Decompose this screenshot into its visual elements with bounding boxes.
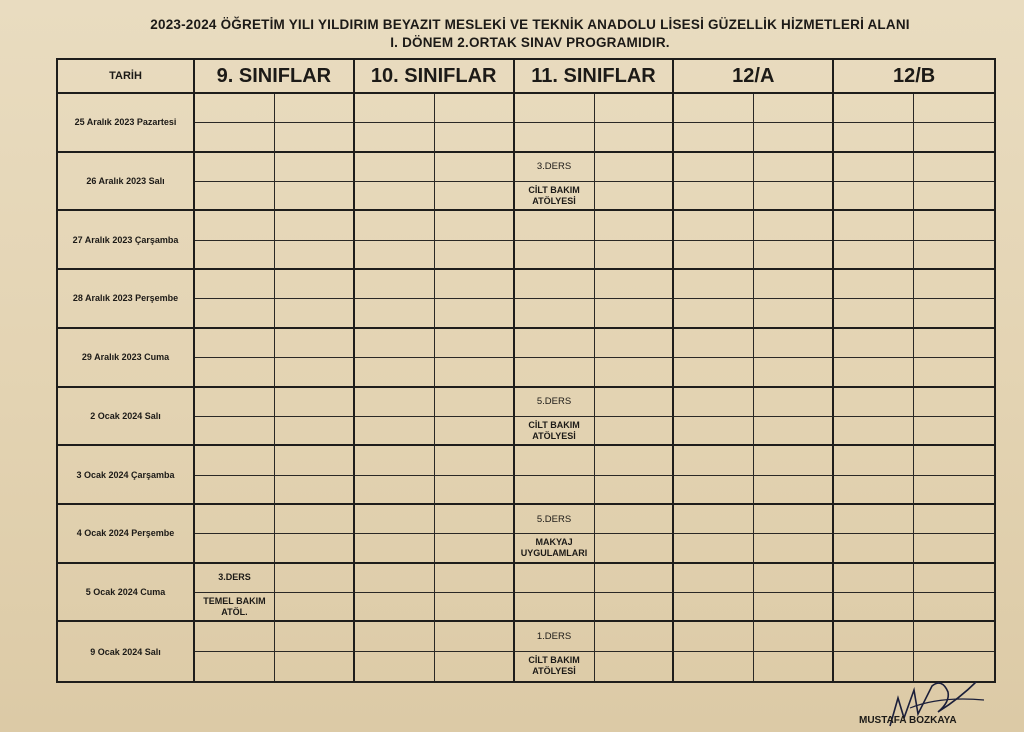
schedule-cell bbox=[834, 476, 914, 505]
schedule-cell bbox=[754, 299, 834, 328]
schedule-cell bbox=[435, 241, 515, 270]
day-date-label: 28 Aralık 2023 Perşembe bbox=[58, 270, 195, 329]
schedule-cell bbox=[355, 241, 435, 270]
exam-subject-label: MAKYAJ UYGULAMLARI bbox=[520, 536, 588, 558]
schedule-cell bbox=[595, 476, 675, 505]
schedule-cell bbox=[515, 211, 595, 240]
schedule-cell bbox=[914, 299, 994, 328]
schedule-cell bbox=[195, 622, 275, 651]
schedule-cell bbox=[595, 182, 675, 211]
schedule-cell bbox=[515, 182, 595, 211]
schedule-cell bbox=[195, 94, 275, 123]
schedule-cell bbox=[595, 446, 675, 475]
schedule-cell bbox=[914, 94, 994, 123]
schedule-cell bbox=[515, 329, 595, 358]
schedule-cell bbox=[674, 417, 754, 446]
schedule-cell bbox=[515, 153, 595, 182]
schedule-cell bbox=[674, 388, 754, 417]
schedule-cell bbox=[674, 476, 754, 505]
schedule-cell bbox=[515, 270, 595, 299]
schedule-cell bbox=[595, 94, 675, 123]
schedule-cell bbox=[754, 652, 834, 681]
schedule-cell bbox=[754, 446, 834, 475]
schedule-cell bbox=[515, 476, 595, 505]
schedule-cell bbox=[754, 564, 834, 593]
schedule-cell bbox=[195, 505, 275, 534]
schedule-cell bbox=[435, 211, 515, 240]
day-date-label: 5 Ocak 2024 Cuma bbox=[58, 564, 195, 623]
schedule-cell bbox=[435, 417, 515, 446]
schedule-cell bbox=[195, 652, 275, 681]
schedule-cell bbox=[914, 329, 994, 358]
schedule-cell bbox=[914, 358, 994, 387]
schedule-cell bbox=[674, 270, 754, 299]
schedule-cell bbox=[595, 123, 675, 152]
lesson-period-label: 3.DERS bbox=[536, 161, 572, 173]
lesson-period-label: 5.DERS bbox=[536, 396, 572, 408]
schedule-cell bbox=[595, 652, 675, 681]
schedule-cell bbox=[914, 564, 994, 593]
schedule-cell bbox=[355, 358, 435, 387]
schedule-cell bbox=[834, 622, 914, 651]
schedule-cell bbox=[435, 652, 515, 681]
schedule-cell bbox=[195, 211, 275, 240]
schedule-cell bbox=[674, 622, 754, 651]
schedule-cell bbox=[435, 299, 515, 328]
schedule-cell bbox=[435, 476, 515, 505]
lesson-period-label: 5.DERS bbox=[536, 513, 572, 525]
schedule-cell bbox=[275, 94, 355, 123]
schedule-cell bbox=[435, 534, 515, 563]
schedule-cell bbox=[595, 388, 675, 417]
schedule-cell bbox=[754, 534, 834, 563]
schedule-cell bbox=[834, 446, 914, 475]
schedule-cell bbox=[275, 476, 355, 505]
schedule-cell bbox=[834, 270, 914, 299]
schedule-cell bbox=[595, 153, 675, 182]
schedule-cell bbox=[195, 182, 275, 211]
day-date-label: 9 Ocak 2024 Salı bbox=[58, 622, 195, 681]
schedule-cell bbox=[355, 446, 435, 475]
column-header-5: 12/B bbox=[834, 60, 994, 94]
schedule-cell bbox=[595, 358, 675, 387]
schedule-cell bbox=[195, 476, 275, 505]
schedule-cell bbox=[275, 153, 355, 182]
schedule-cell bbox=[834, 564, 914, 593]
schedule-cell bbox=[595, 211, 675, 240]
schedule-cell bbox=[754, 241, 834, 270]
schedule-cell bbox=[355, 564, 435, 593]
schedule-cell bbox=[195, 388, 275, 417]
schedule-cell bbox=[195, 153, 275, 182]
schedule-cell bbox=[275, 622, 355, 651]
schedule-cell bbox=[195, 593, 275, 622]
schedule-cell bbox=[674, 211, 754, 240]
schedule-cell bbox=[674, 153, 754, 182]
schedule-cell bbox=[355, 182, 435, 211]
schedule-cell bbox=[355, 153, 435, 182]
schedule-cell bbox=[435, 446, 515, 475]
schedule-cell bbox=[275, 182, 355, 211]
day-date-label: 29 Aralık 2023 Cuma bbox=[58, 329, 195, 388]
schedule-cell bbox=[275, 534, 355, 563]
exam-schedule-table bbox=[56, 58, 996, 683]
schedule-cell bbox=[674, 505, 754, 534]
lesson-period-label: 1.DERS bbox=[536, 630, 572, 642]
schedule-cell bbox=[595, 241, 675, 270]
schedule-cell bbox=[754, 505, 834, 534]
schedule-cell bbox=[515, 388, 595, 417]
schedule-cell bbox=[834, 123, 914, 152]
exam-subject-label: CİLT BAKIM ATÖLYESİ bbox=[528, 655, 580, 677]
schedule-cell bbox=[754, 329, 834, 358]
schedule-cell bbox=[435, 329, 515, 358]
day-date-label: 25 Aralık 2023 Pazartesi bbox=[58, 94, 195, 153]
schedule-cell bbox=[914, 211, 994, 240]
schedule-cell bbox=[595, 534, 675, 563]
schedule-cell bbox=[355, 94, 435, 123]
schedule-cell bbox=[595, 505, 675, 534]
schedule-cell bbox=[754, 123, 834, 152]
column-header-2: 10. SINIFLAR bbox=[355, 60, 515, 94]
schedule-cell bbox=[515, 534, 595, 563]
schedule-cell bbox=[435, 94, 515, 123]
schedule-cell bbox=[834, 182, 914, 211]
schedule-cell bbox=[914, 446, 994, 475]
schedule-cell bbox=[754, 153, 834, 182]
schedule-cell bbox=[515, 652, 595, 681]
schedule-cell bbox=[834, 94, 914, 123]
document-title: 2023-2024 ÖĞRETİM YILI YILDIRIM BEYAZIT MESLEKİ VE TEKNİK ANADOLU LİSESİ GÜZELLİK HİZMETLERİ ALANI bbox=[150, 17, 910, 32]
schedule-cell bbox=[914, 593, 994, 622]
schedule-cell bbox=[914, 476, 994, 505]
schedule-cell bbox=[355, 534, 435, 563]
exam-subject-label: 3.DERS bbox=[218, 572, 251, 583]
schedule-cell bbox=[435, 153, 515, 182]
schedule-cell bbox=[515, 299, 595, 328]
schedule-cell bbox=[435, 182, 515, 211]
schedule-cell bbox=[195, 123, 275, 152]
schedule-cell bbox=[355, 417, 435, 446]
schedule-cell bbox=[195, 241, 275, 270]
schedule-cell bbox=[674, 329, 754, 358]
schedule-cell bbox=[834, 153, 914, 182]
schedule-cell bbox=[914, 622, 994, 651]
schedule-cell bbox=[754, 211, 834, 240]
schedule-cell bbox=[355, 593, 435, 622]
schedule-cell bbox=[914, 505, 994, 534]
schedule-cell bbox=[435, 123, 515, 152]
day-date-label: 4 Ocak 2024 Perşembe bbox=[58, 505, 195, 564]
schedule-cell bbox=[275, 299, 355, 328]
schedule-cell bbox=[355, 329, 435, 358]
schedule-cell bbox=[515, 94, 595, 123]
schedule-cell bbox=[195, 270, 275, 299]
schedule-cell bbox=[355, 652, 435, 681]
schedule-cell bbox=[435, 564, 515, 593]
schedule-cell bbox=[834, 329, 914, 358]
schedule-cell bbox=[275, 505, 355, 534]
schedule-cell bbox=[595, 622, 675, 651]
schedule-cell bbox=[435, 505, 515, 534]
schedule-cell bbox=[435, 388, 515, 417]
schedule-cell bbox=[275, 388, 355, 417]
schedule-cell bbox=[275, 211, 355, 240]
schedule-cell bbox=[515, 358, 595, 387]
schedule-cell bbox=[195, 417, 275, 446]
schedule-cell bbox=[754, 476, 834, 505]
schedule-cell bbox=[834, 211, 914, 240]
schedule-cell bbox=[275, 417, 355, 446]
schedule-cell bbox=[435, 270, 515, 299]
schedule-cell bbox=[674, 123, 754, 152]
schedule-cell bbox=[275, 358, 355, 387]
schedule-cell bbox=[355, 388, 435, 417]
schedule-cell bbox=[515, 123, 595, 152]
schedule-cell bbox=[914, 417, 994, 446]
schedule-cell bbox=[435, 358, 515, 387]
schedule-cell bbox=[674, 182, 754, 211]
exam-subject-label: TEMEL BAKIM ATÖL. bbox=[203, 595, 266, 617]
column-header-tarih: TARİH bbox=[58, 60, 195, 94]
schedule-cell bbox=[834, 534, 914, 563]
schedule-cell bbox=[595, 329, 675, 358]
exam-subject-label: CİLT BAKIM ATÖLYESİ bbox=[528, 419, 580, 441]
schedule-cell bbox=[195, 564, 275, 593]
schedule-cell bbox=[674, 358, 754, 387]
document-subtitle: I. DÖNEM 2.ORTAK SINAV PROGRAMIDIR. bbox=[390, 35, 670, 50]
schedule-cell bbox=[275, 652, 355, 681]
day-date-label: 26 Aralık 2023 Salı bbox=[58, 153, 195, 212]
column-header-3: 11. SINIFLAR bbox=[515, 60, 675, 94]
schedule-cell bbox=[515, 564, 595, 593]
day-date-label: 3 Ocak 2024 Çarşamba bbox=[58, 446, 195, 505]
schedule-cell bbox=[834, 505, 914, 534]
schedule-cell bbox=[834, 417, 914, 446]
column-header-1: 9. SINIFLAR bbox=[195, 60, 355, 94]
schedule-cell bbox=[595, 299, 675, 328]
schedule-cell bbox=[754, 388, 834, 417]
schedule-cell bbox=[914, 388, 994, 417]
schedule-cell bbox=[914, 123, 994, 152]
schedule-cell bbox=[275, 241, 355, 270]
schedule-cell bbox=[275, 329, 355, 358]
schedule-cell bbox=[754, 417, 834, 446]
day-date-label: 27 Aralık 2023 Çarşamba bbox=[58, 211, 195, 270]
schedule-cell bbox=[435, 593, 515, 622]
schedule-cell bbox=[195, 329, 275, 358]
schedule-cell bbox=[515, 417, 595, 446]
schedule-cell bbox=[834, 358, 914, 387]
schedule-cell bbox=[914, 534, 994, 563]
schedule-cell bbox=[674, 94, 754, 123]
schedule-cell bbox=[674, 446, 754, 475]
schedule-cell bbox=[914, 153, 994, 182]
schedule-cell bbox=[275, 446, 355, 475]
schedule-cell bbox=[275, 593, 355, 622]
schedule-cell bbox=[355, 211, 435, 240]
schedule-cell bbox=[914, 270, 994, 299]
schedule-cell bbox=[355, 476, 435, 505]
schedule-cell bbox=[195, 358, 275, 387]
schedule-cell bbox=[674, 299, 754, 328]
schedule-cell bbox=[355, 299, 435, 328]
schedule-cell bbox=[834, 388, 914, 417]
schedule-cell bbox=[195, 534, 275, 563]
exam-subject-label: CİLT BAKIM ATÖLYESİ bbox=[528, 184, 580, 206]
schedule-cell bbox=[595, 270, 675, 299]
schedule-cell bbox=[515, 622, 595, 651]
schedule-cell bbox=[595, 593, 675, 622]
schedule-cell bbox=[515, 241, 595, 270]
schedule-cell bbox=[355, 505, 435, 534]
schedule-cell bbox=[914, 241, 994, 270]
schedule-cell bbox=[355, 622, 435, 651]
schedule-cell bbox=[834, 593, 914, 622]
signature-name: MUSTAFA BOZKAYA bbox=[859, 715, 957, 726]
schedule-cell bbox=[674, 593, 754, 622]
schedule-cell bbox=[275, 564, 355, 593]
schedule-cell bbox=[834, 241, 914, 270]
schedule-cell bbox=[674, 534, 754, 563]
schedule-cell bbox=[674, 652, 754, 681]
schedule-cell bbox=[674, 564, 754, 593]
schedule-cell bbox=[754, 270, 834, 299]
schedule-cell bbox=[515, 505, 595, 534]
schedule-cell bbox=[754, 182, 834, 211]
schedule-cell bbox=[754, 358, 834, 387]
schedule-cell bbox=[195, 299, 275, 328]
schedule-cell bbox=[275, 270, 355, 299]
schedule-cell bbox=[355, 270, 435, 299]
schedule-cell bbox=[674, 241, 754, 270]
schedule-cell bbox=[914, 182, 994, 211]
day-date-label: 2 Ocak 2024 Salı bbox=[58, 388, 195, 447]
schedule-cell bbox=[595, 564, 675, 593]
schedule-cell bbox=[754, 593, 834, 622]
schedule-cell bbox=[595, 417, 675, 446]
schedule-cell bbox=[195, 446, 275, 475]
schedule-cell bbox=[435, 622, 515, 651]
schedule-cell bbox=[754, 622, 834, 651]
column-header-4: 12/A bbox=[674, 60, 834, 94]
schedule-cell bbox=[515, 593, 595, 622]
schedule-cell bbox=[355, 123, 435, 152]
schedule-cell bbox=[754, 94, 834, 123]
schedule-cell bbox=[834, 299, 914, 328]
schedule-cell bbox=[275, 123, 355, 152]
schedule-cell bbox=[515, 446, 595, 475]
